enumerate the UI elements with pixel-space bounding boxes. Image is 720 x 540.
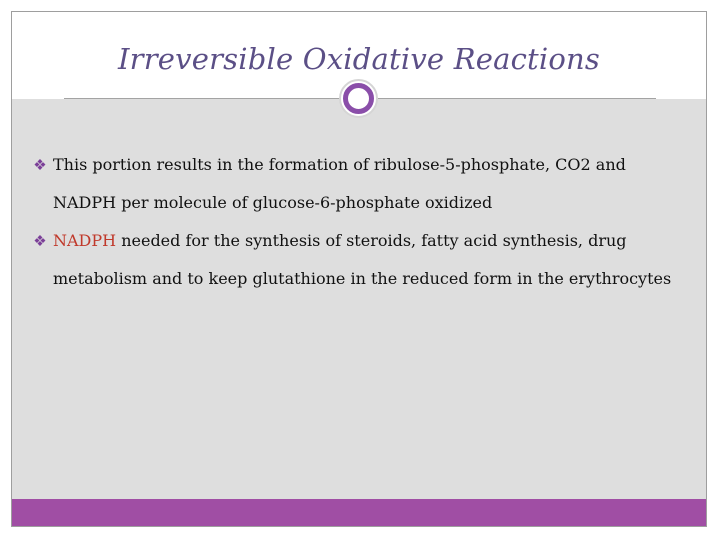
highlight-term: NADPH: [53, 231, 117, 250]
bullet-text: This portion results in the formation of ribulose-5-phosphate, CO2 and NADPH per molecule of glucose-6-phosphate oxidized: [53, 155, 626, 212]
footer-bar: [12, 499, 706, 526]
bullet-item: [31, 146, 691, 222]
circle-ring-inner: [343, 83, 374, 114]
bullet-item: [31, 222, 691, 298]
circle-ring-icon: [339, 79, 378, 118]
diamond-bullet-icon: ❖: [33, 156, 47, 174]
diamond-bullet-icon: ❖: [33, 232, 47, 250]
slide-title: Irreversible Oxidative Reactions: [118, 42, 600, 76]
bullet-text-rest: needed for the synthesis of steroids, fatty acid synthesis, drug metabolism and to keep glutathione in the reduced form in the erythrocytes: [53, 231, 672, 288]
slide: [11, 11, 707, 527]
bullet-text: [53, 222, 688, 298]
